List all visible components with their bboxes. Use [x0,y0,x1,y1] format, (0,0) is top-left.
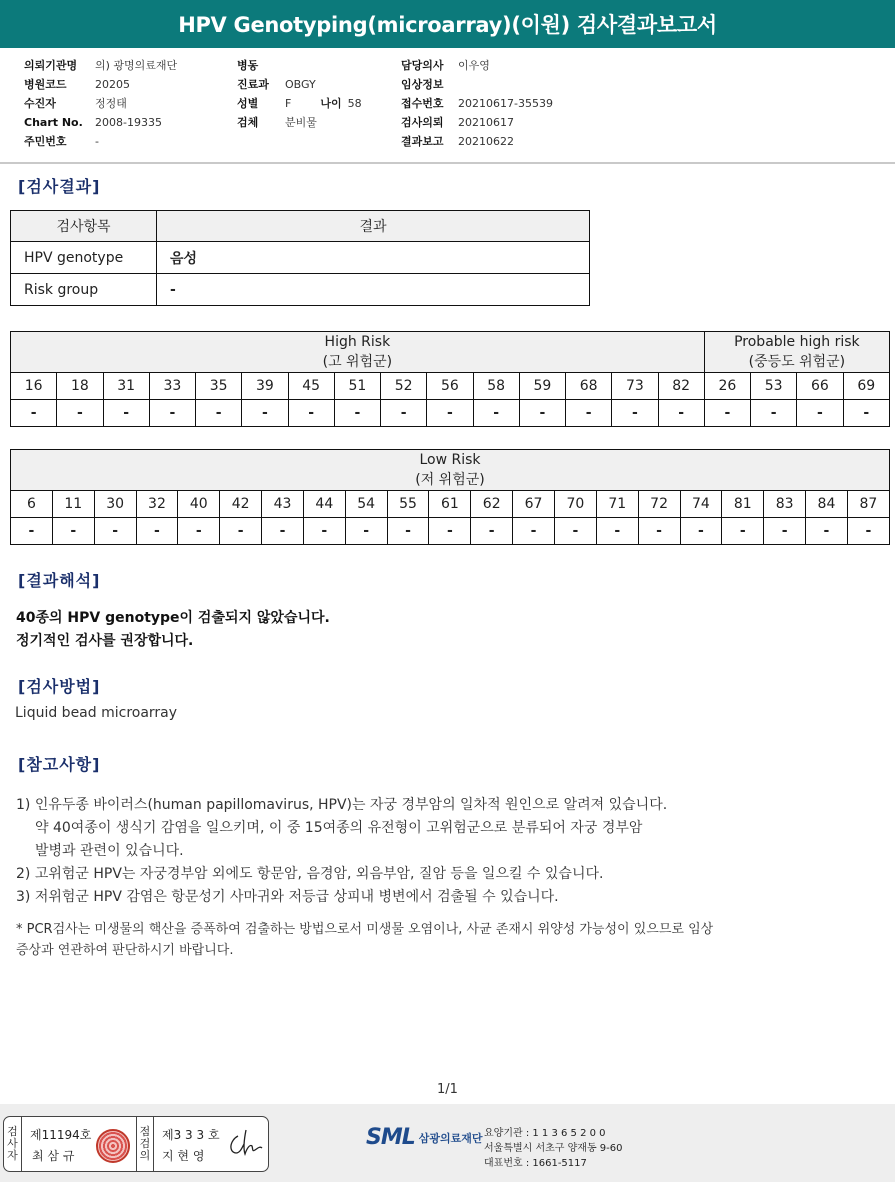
note-item: 1) 인유두종 바이러스(human papillomavirus, HPV)는 자궁 경부암의 일차적 원인으로 알려져 있습니다. [16,797,668,813]
genotype-number-cell: 45 [288,373,334,400]
table-header-row [11,211,590,242]
genotype-result-cell: - [847,518,889,545]
header-cell-result: 결과 [157,211,590,242]
genotype-result-cell: - [288,400,334,427]
genotype-result-cell: - [797,400,843,427]
genotype-result-row [11,518,890,545]
note-item-continued: 발병과 관련이 있습니다. [35,843,184,859]
section-title-results: [검사결과] [18,177,101,196]
genotype-result-cell: - [220,518,262,545]
patient-info-col1 [24,56,177,151]
text-span: 이 검출되지 않았습니다. [179,610,330,626]
genotype-number-cell: 43 [262,491,304,518]
divider [0,162,895,164]
genotype-result-cell: - [178,518,220,545]
cell-result: 음성 [157,242,590,274]
info-row [24,113,177,132]
genotype-result-cell: - [242,400,288,427]
info-row [237,94,362,113]
genotype-number-cell: 66 [797,373,843,400]
low-risk-label: Low Risk [419,452,481,468]
text-span: HPV genotype [67,610,180,626]
genotype-result-cell: - [345,518,387,545]
info-label: 진료과 [237,78,269,91]
footnote-line: 증상과 연관하여 판단하시기 바랍니다. [16,943,234,958]
section-title-notes: [참고사항] [18,755,101,774]
high-risk-sublabel: (고 위험군) [322,354,393,370]
examiner-name: 최 삼 규 [32,1149,75,1163]
genotype-number-cell: 82 [658,373,704,400]
info-value: 20210617 [458,116,514,129]
info-label: 의뢰기관명 [24,59,78,72]
genotype-result-cell: - [764,518,806,545]
signature-icon [224,1126,264,1160]
logo-name: 삼광의료재단 [418,1131,483,1145]
genotype-result-cell: - [11,400,57,427]
genotype-result-cell: - [473,400,519,427]
info-label: 병원코드 [24,78,67,91]
genotype-result-cell: - [387,518,429,545]
report-title: HPV Genotyping(microarray)(이원) 검사결과보고서 [0,0,895,48]
genotype-number-cell: 42 [220,491,262,518]
info-value: - [95,135,99,148]
info-row [24,132,177,151]
label-char: 점 [139,1125,151,1138]
genotype-result-cell: - [680,518,722,545]
genotype-number-cell: 16 [11,373,57,400]
genotype-result-cell: - [704,400,750,427]
genotype-number-cell: 26 [704,373,750,400]
result-table [10,210,590,306]
info-label: Chart No. [24,116,83,129]
footnote-line: * PCR검사는 미생물의 핵산을 증폭하여 검출하는 방법으로서 미생물 오염이나, 사균 존재시 위양성 가능성이 있으므로 임상 [16,922,714,937]
high-risk-label: High Risk [324,334,391,350]
genotype-result-cell: - [52,518,94,545]
high-risk-genotype-table [10,331,890,427]
genotype-number-cell: 87 [847,491,889,518]
patient-info-col3 [401,56,553,151]
genotype-number-cell: 54 [345,491,387,518]
info-value: F [285,97,292,110]
probable-high-risk-header [704,332,889,373]
genotype-number-cell: 6 [11,491,53,518]
interpretation-text [16,607,330,653]
genotype-number-cell: 68 [566,373,612,400]
cell-item: HPV genotype [11,242,157,274]
genotype-number-cell: 30 [94,491,136,518]
genotype-number-cell: 59 [519,373,565,400]
genotype-result-cell: - [751,400,797,427]
info-value: 20205 [95,78,130,91]
low-risk-sublabel: (저 위험군) [415,472,485,488]
sml-logo [366,1125,483,1150]
genotype-number-cell: 83 [764,491,806,518]
info-row [237,113,362,132]
label-char: 검 [7,1125,18,1138]
genotype-result-cell: - [11,518,53,545]
genotype-result-cell: - [722,518,764,545]
genotype-result-cell: - [513,518,555,545]
genotype-number-cell: 69 [843,373,890,400]
genotype-result-cell: - [103,400,149,427]
genotype-result-cell: - [471,518,513,545]
interpretation-line-2: 정기적인 검사를 권장합니다. [16,633,194,649]
info-row [401,132,553,151]
genotype-number-cell: 62 [471,491,513,518]
label-char: 자 [7,1149,18,1162]
genotype-number-cell: 67 [513,491,555,518]
seal-stamp-icon [96,1129,130,1163]
reviewer-name: 지 현 영 [162,1149,205,1163]
high-risk-header [11,332,705,373]
table-row [11,242,590,274]
genotype-result-cell: - [196,400,242,427]
table-row [11,274,590,306]
genotype-result-cell: - [596,518,638,545]
genotype-number-cell: 73 [612,373,658,400]
info-label: 접수번호 [401,97,444,110]
info-label: 병동 [237,59,259,72]
cell-result: - [157,274,590,306]
info-label: 주민번호 [24,135,67,148]
genotype-result-cell: - [427,400,473,427]
info-value: 20210617-35539 [458,97,553,110]
info-value: OBGY [285,78,316,91]
genotype-result-cell: - [303,518,345,545]
genotype-result-cell: - [429,518,471,545]
age-label: 나이 [320,97,342,110]
info-value: 2008-19335 [95,116,162,129]
institution-address: 서울특별시 서초구 양재동 9-60 [484,1143,623,1154]
genotype-result-cell: - [57,400,103,427]
info-label: 검체 [237,116,259,129]
genotype-result-cell: - [554,518,596,545]
section-title-method: [검사방법] [18,677,101,696]
genotype-number-cell: 58 [473,373,519,400]
footnote [16,919,866,961]
info-value: 정정태 [95,97,127,110]
probable-high-risk-sublabel: (중등도 위험군) [748,354,846,370]
note-item-continued: 약 40여종이 생식기 감염을 일으키며, 이 중 15여종의 유전형이 고위험군으로 분류되어 자궁 경부암 [35,820,643,836]
info-row [401,113,553,132]
genotype-result-cell: - [381,400,427,427]
genotype-result-cell: - [566,400,612,427]
info-row [24,94,177,113]
info-value: 의) 광명의료재단 [95,59,178,72]
info-value: 이우영 [458,59,490,72]
genotype-number-cell: 39 [242,373,288,400]
genotype-result-cell: - [806,518,848,545]
genotype-result-cell: - [262,518,304,545]
method-text: Liquid bead microarray [15,705,178,721]
genotype-number-row [11,491,890,518]
genotype-number-row [11,373,890,400]
info-label: 검사의뢰 [401,116,444,129]
reviewer-license: 제3 3 3 호 [162,1128,220,1142]
genotype-result-cell: - [638,518,680,545]
genotype-number-cell: 71 [596,491,638,518]
info-row [24,56,177,75]
genotype-number-cell: 52 [381,373,427,400]
label-char: 검 [139,1137,151,1150]
info-value: 분비물 [285,116,317,129]
institution-info [484,1126,623,1171]
info-row [237,56,362,75]
genotype-result-cell: - [519,400,565,427]
label-char: 의 [139,1149,151,1162]
info-label: 수진자 [24,97,56,110]
info-label: 결과보고 [401,135,444,148]
info-row [401,75,553,94]
genotype-result-cell: - [843,400,890,427]
genotype-number-cell: 51 [334,373,380,400]
genotype-number-cell: 84 [806,491,848,518]
genotype-number-cell: 18 [57,373,103,400]
interpretation-line-1 [16,607,330,630]
genotype-number-cell: 53 [751,373,797,400]
low-risk-header [11,450,890,491]
genotype-number-cell: 32 [136,491,178,518]
institution-phone: 대표번호 : 1661-5117 [484,1158,587,1169]
signature-box [3,1116,269,1172]
genotype-number-cell: 33 [149,373,195,400]
info-row [24,75,177,94]
info-label: 임상정보 [401,78,444,91]
text-span: 40종의 [16,610,68,626]
genotype-result-cell: - [612,400,658,427]
notes-list [16,794,667,909]
info-row [401,56,553,75]
genotype-result-cell: - [136,518,178,545]
section-title-interpretation: [결과해석] [18,571,101,590]
cell-item: Risk group [11,274,157,306]
info-row [237,75,362,94]
examiner-label [4,1117,22,1171]
probable-high-risk-label: Probable high risk [734,334,860,350]
age-value: 58 [347,97,362,110]
genotype-number-cell: 81 [722,491,764,518]
genotype-number-cell: 61 [429,491,471,518]
genotype-result-row [11,400,890,427]
low-risk-genotype-table [10,449,890,545]
reviewer-label [136,1117,154,1171]
genotype-result-cell: - [658,400,704,427]
genotype-number-cell: 31 [103,373,149,400]
institution-code: 요양기관 : 1 1 3 6 5 2 0 0 [484,1128,606,1139]
genotype-result-cell: - [149,400,195,427]
genotype-result-cell: - [334,400,380,427]
info-value: 20210622 [458,135,514,148]
page-number: 1/1 [437,1082,458,1097]
genotype-number-cell: 56 [427,373,473,400]
label-char: 사 [7,1137,18,1150]
patient-info-col2 [237,56,362,132]
info-label: 성별 [237,97,259,110]
genotype-number-cell: 55 [387,491,429,518]
genotype-number-cell: 11 [52,491,94,518]
genotype-result-cell: - [94,518,136,545]
genotype-number-cell: 74 [680,491,722,518]
genotype-number-cell: 70 [554,491,596,518]
genotype-number-cell: 35 [196,373,242,400]
note-item: 3) 저위험군 HPV 감염은 항문성기 사마귀와 저등급 상피내 병변에서 검출될 수 있습니다. [16,889,559,905]
note-item: 2) 고위험군 HPV는 자궁경부암 외에도 항문암, 음경암, 외음부암, 질암 등을 일으킬 수 있습니다. [16,866,604,882]
info-label: 담당의사 [401,59,444,72]
info-row [401,94,553,113]
logo-mark: SML [366,1125,415,1150]
examiner-license: 제11194호 [30,1128,92,1142]
header-cell-item: 검사항목 [11,211,157,242]
genotype-number-cell: 72 [638,491,680,518]
genotype-number-cell: 44 [303,491,345,518]
genotype-number-cell: 40 [178,491,220,518]
